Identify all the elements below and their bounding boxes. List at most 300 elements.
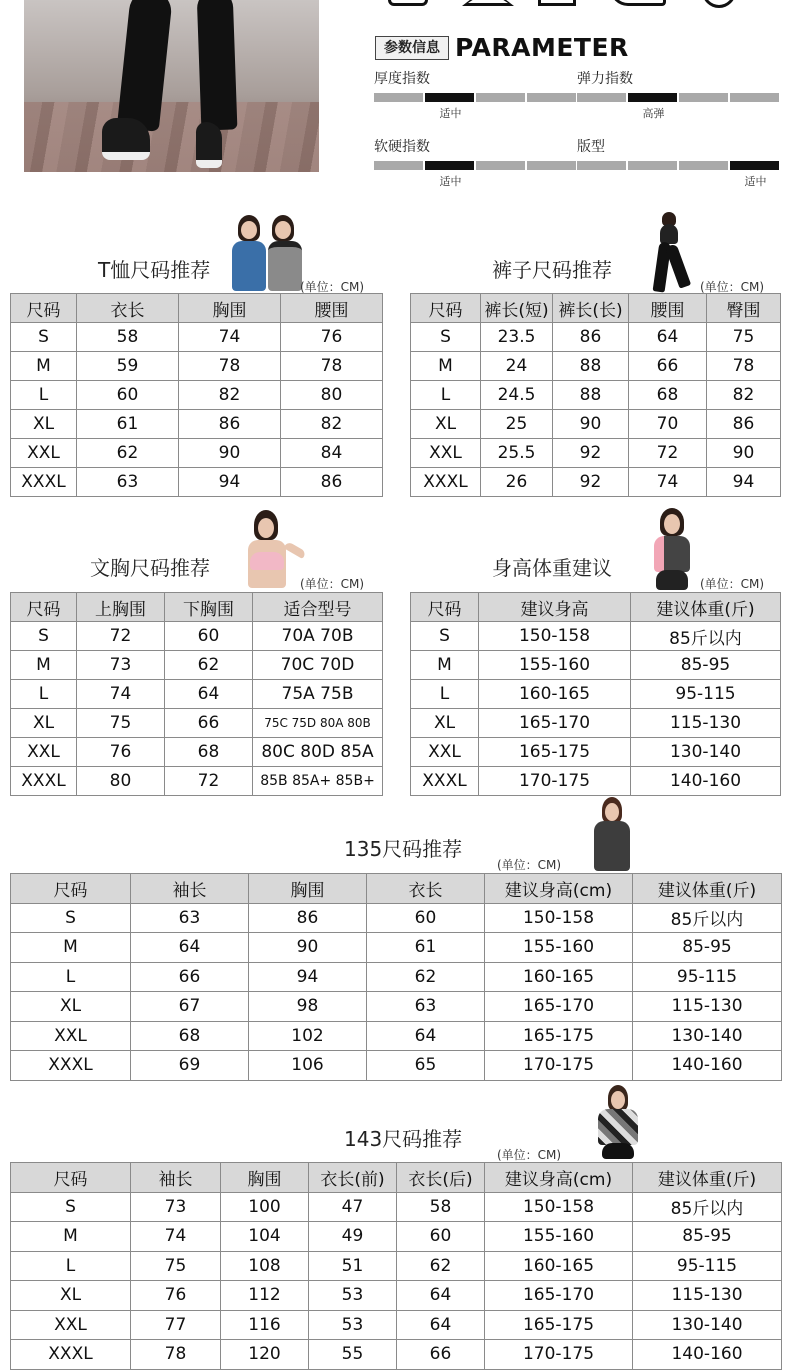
size-cell: M <box>11 933 131 963</box>
table-cell: 165-170 <box>485 1281 633 1311</box>
bleach-icon <box>462 0 514 6</box>
size-143-table <box>10 1162 782 1370</box>
size-cell: S <box>11 903 131 933</box>
pants-model-image <box>648 212 694 294</box>
table-cell: 25 <box>481 410 553 439</box>
table-cell: 62 <box>165 651 253 680</box>
table-cell: 77 <box>131 1310 221 1340</box>
table-cell: 76 <box>281 323 383 352</box>
table-cell: 82 <box>707 381 781 410</box>
table-row <box>411 738 781 767</box>
table-cell: 63 <box>77 468 179 497</box>
table-cell: 115-130 <box>631 709 781 738</box>
table-header-row <box>11 294 383 323</box>
table-header-cell: 尺码 <box>411 593 479 622</box>
table-cell: 66 <box>165 709 253 738</box>
table-cell: 62 <box>367 962 485 992</box>
size-cell: XL <box>11 410 77 439</box>
table-cell: 85斤以内 <box>631 622 781 651</box>
table-cell: 60 <box>367 903 485 933</box>
table-cell: 85B 85A+ 85B+ <box>253 767 383 796</box>
table-row <box>11 1192 782 1222</box>
param-bar <box>374 161 576 170</box>
table-cell: 170-175 <box>479 767 631 796</box>
table-row <box>11 1340 782 1370</box>
table-cell: 84 <box>281 439 383 468</box>
table-cell: 106 <box>249 1051 367 1081</box>
table-cell: 63 <box>367 992 485 1022</box>
table-row <box>411 622 781 651</box>
table-header-row <box>11 874 782 904</box>
table-cell: 61 <box>77 410 179 439</box>
table-row <box>11 323 383 352</box>
table-cell: 73 <box>77 651 165 680</box>
table-row <box>11 709 383 738</box>
table-cell: 104 <box>221 1222 309 1252</box>
table-cell: 160-165 <box>485 1251 633 1281</box>
table-header-cell: 建议身高(cm) <box>485 874 633 904</box>
param-bar <box>374 93 576 102</box>
table-cell: 55 <box>309 1340 397 1370</box>
model-135-image <box>592 797 632 873</box>
param-segment <box>730 93 779 102</box>
size-cell: XL <box>411 709 479 738</box>
size-cell: L <box>11 381 77 410</box>
table-header-cell: 适合型号 <box>253 593 383 622</box>
table-cell: 155-160 <box>485 933 633 963</box>
size-135-table <box>10 873 782 1081</box>
size-cell: XXL <box>11 1021 131 1051</box>
param-segment <box>527 161 576 170</box>
table-cell: 98 <box>249 992 367 1022</box>
size-cell: S <box>411 323 481 352</box>
tshirt-title: T恤尺码推荐 <box>98 258 211 282</box>
size-cell: XXL <box>411 439 481 468</box>
table-cell: 67 <box>131 992 249 1022</box>
param-segment <box>374 93 423 102</box>
table-row <box>11 992 782 1022</box>
iron-icon <box>610 0 666 6</box>
parameter-title: PARAMETER <box>455 33 629 62</box>
table-cell: 115-130 <box>633 1281 782 1311</box>
table-cell: 66 <box>397 1340 485 1370</box>
table-cell: 78 <box>131 1340 221 1370</box>
table-cell: 90 <box>249 933 367 963</box>
table-cell: 66 <box>629 352 707 381</box>
table-cell: 68 <box>131 1021 249 1051</box>
table-cell: 102 <box>249 1021 367 1051</box>
table-header-cell: 下胸围 <box>165 593 253 622</box>
table-cell: 58 <box>397 1192 485 1222</box>
table-row <box>11 468 383 497</box>
size-cell: S <box>11 323 77 352</box>
height-title: 身高体重建议 <box>492 556 612 580</box>
table-cell: 76 <box>77 738 165 767</box>
table-row <box>11 933 782 963</box>
param-label: 软硬指数 <box>374 139 430 155</box>
bra-unit: (单位：CM) <box>300 577 365 591</box>
table-cell: 62 <box>397 1251 485 1281</box>
param-segment <box>628 161 677 170</box>
table-cell: 86 <box>179 410 281 439</box>
param-segment <box>679 93 728 102</box>
sneaker-left <box>102 118 150 160</box>
table-row <box>11 680 383 709</box>
bra-size-table <box>10 592 383 796</box>
table-cell: 68 <box>165 738 253 767</box>
table-cell: 75 <box>707 323 781 352</box>
table-cell: 64 <box>397 1310 485 1340</box>
height-model-image <box>648 508 698 592</box>
table-cell: 26 <box>481 468 553 497</box>
table-cell: 64 <box>131 933 249 963</box>
table-cell: 165-175 <box>485 1021 633 1051</box>
table-cell: 53 <box>309 1310 397 1340</box>
table-cell: 90 <box>553 410 629 439</box>
table-row <box>411 767 781 796</box>
size-cell: L <box>411 680 479 709</box>
table-cell: 58 <box>77 323 179 352</box>
param-segment <box>425 161 474 170</box>
size-cell: XL <box>11 709 77 738</box>
table-cell: 47 <box>309 1192 397 1222</box>
table-row <box>11 410 383 439</box>
size-cell: XL <box>411 410 481 439</box>
size-cell: S <box>411 622 479 651</box>
size-cell: L <box>11 962 131 992</box>
table-cell: 86 <box>553 323 629 352</box>
table-cell: 90 <box>179 439 281 468</box>
table-cell: 165-170 <box>485 992 633 1022</box>
param-value: 适中 <box>439 107 462 120</box>
param-segment <box>476 161 525 170</box>
size-cell: XXXL <box>11 1340 131 1370</box>
size-cell: XXXL <box>411 767 479 796</box>
sneaker-right <box>196 122 222 168</box>
table-row <box>411 439 781 468</box>
table-row <box>411 323 781 352</box>
care-icons <box>388 0 758 10</box>
model-143-image <box>598 1085 638 1161</box>
table-cell: 115-130 <box>633 992 782 1022</box>
param-segment <box>577 161 626 170</box>
table-cell: 85-95 <box>633 1222 782 1252</box>
param-value: 适中 <box>439 175 462 188</box>
table-header-row <box>411 294 781 323</box>
table-row <box>11 767 383 796</box>
table-header-cell: 衣长 <box>77 294 179 323</box>
table-cell: 130-140 <box>633 1021 782 1051</box>
table-cell: 88 <box>553 381 629 410</box>
table-header-cell: 衣长 <box>367 874 485 904</box>
size-cell: XXXL <box>11 468 77 497</box>
size-cell: XXXL <box>11 1051 131 1081</box>
table-cell: 70A 70B <box>253 622 383 651</box>
parameter-tag: 参数信息 <box>375 36 449 60</box>
param-segment <box>527 93 576 102</box>
table-row <box>11 651 383 680</box>
table-cell: 140-160 <box>631 767 781 796</box>
size-cell: XXXL <box>11 767 77 796</box>
table-cell: 60 <box>397 1222 485 1252</box>
table-cell: 69 <box>131 1051 249 1081</box>
height-unit: (单位：CM) <box>700 577 765 591</box>
table-row <box>11 1281 782 1311</box>
table-header-row <box>11 593 383 622</box>
table-cell: 92 <box>553 439 629 468</box>
table-cell: 94 <box>707 468 781 497</box>
table-cell: 112 <box>221 1281 309 1311</box>
table-header-row <box>11 1163 782 1193</box>
size-cell: M <box>411 352 481 381</box>
pants-unit: (单位：CM) <box>700 280 765 294</box>
table-header-cell: 尺码 <box>11 1163 131 1193</box>
table-header-cell: 衣长(前) <box>309 1163 397 1193</box>
table-cell: 85-95 <box>633 933 782 963</box>
s135-title: 135尺码推荐 <box>344 837 463 861</box>
pants-size-table <box>410 293 781 497</box>
param-segment <box>425 93 474 102</box>
table-row <box>11 1021 782 1051</box>
table-row <box>11 1310 782 1340</box>
table-cell: 150-158 <box>479 622 631 651</box>
table-cell: 24 <box>481 352 553 381</box>
table-cell: 51 <box>309 1251 397 1281</box>
table-cell: 60 <box>165 622 253 651</box>
table-header-cell: 胸围 <box>179 294 281 323</box>
size-cell: S <box>11 622 77 651</box>
size-cell: M <box>411 651 479 680</box>
table-cell: 108 <box>221 1251 309 1281</box>
param-segment <box>577 93 626 102</box>
size-cell: XL <box>11 1281 131 1311</box>
table-header-cell: 胸围 <box>221 1163 309 1193</box>
table-cell: 74 <box>77 680 165 709</box>
table-cell: 72 <box>77 622 165 651</box>
table-header-cell: 袖长 <box>131 874 249 904</box>
param-segment <box>628 93 677 102</box>
size-cell: L <box>11 1251 131 1281</box>
table-cell: 82 <box>281 410 383 439</box>
size-cell: XXL <box>11 738 77 767</box>
wash-icon <box>388 0 428 6</box>
table-cell: 64 <box>367 1021 485 1051</box>
table-header-cell: 尺码 <box>411 294 481 323</box>
table-header-cell: 建议身高(cm) <box>485 1163 633 1193</box>
table-cell: 116 <box>221 1310 309 1340</box>
table-cell: 23.5 <box>481 323 553 352</box>
height-weight-table <box>410 592 781 796</box>
table-cell: 76 <box>131 1281 221 1311</box>
table-header-cell: 尺码 <box>11 593 77 622</box>
table-cell: 92 <box>553 468 629 497</box>
table-cell: 70C 70D <box>253 651 383 680</box>
table-cell: 86 <box>281 468 383 497</box>
s143-title: 143尺码推荐 <box>344 1127 463 1151</box>
table-header-cell: 建议体重(斤) <box>633 874 782 904</box>
bra-title: 文胸尺码推荐 <box>90 556 210 580</box>
table-cell: 120 <box>221 1340 309 1370</box>
table-cell: 63 <box>131 903 249 933</box>
table-cell: 88 <box>553 352 629 381</box>
table-cell: 80 <box>281 381 383 410</box>
table-cell: 72 <box>629 439 707 468</box>
size-cell: M <box>11 352 77 381</box>
table-cell: 95-115 <box>633 962 782 992</box>
table-cell: 25.5 <box>481 439 553 468</box>
table-cell: 94 <box>249 962 367 992</box>
table-row <box>411 410 781 439</box>
product-photo <box>24 0 319 172</box>
param-segment <box>730 161 779 170</box>
table-cell: 170-175 <box>485 1340 633 1370</box>
table-cell: 165-175 <box>485 1310 633 1340</box>
table-header-cell: 袖长 <box>131 1163 221 1193</box>
size-cell: XXL <box>11 439 77 468</box>
table-row <box>411 468 781 497</box>
table-row <box>411 651 781 680</box>
table-cell: 140-160 <box>633 1340 782 1370</box>
table-header-cell: 裤长(长) <box>553 294 629 323</box>
table-cell: 59 <box>77 352 179 381</box>
table-header-cell: 尺码 <box>11 294 77 323</box>
table-cell: 160-165 <box>485 962 633 992</box>
table-cell: 85斤以内 <box>633 1192 782 1222</box>
tshirt-models-image <box>228 213 308 293</box>
table-header-cell: 裤长(短) <box>481 294 553 323</box>
table-header-cell: 建议身高 <box>479 593 631 622</box>
table-row <box>11 1051 782 1081</box>
table-cell: 74 <box>131 1222 221 1252</box>
table-cell: 95-115 <box>631 680 781 709</box>
table-cell: 74 <box>629 468 707 497</box>
table-cell: 65 <box>367 1051 485 1081</box>
table-row <box>411 709 781 738</box>
table-row <box>11 962 782 992</box>
tshirt-unit: (单位：CM) <box>300 280 365 294</box>
table-cell: 75 <box>131 1251 221 1281</box>
floor-background <box>24 102 319 172</box>
table-cell: 85斤以内 <box>633 903 782 933</box>
table-cell: 62 <box>77 439 179 468</box>
table-cell: 165-175 <box>479 738 631 767</box>
table-cell: 72 <box>165 767 253 796</box>
table-cell: 80C 80D 85A <box>253 738 383 767</box>
size-cell: M <box>11 1222 131 1252</box>
table-cell: 64 <box>165 680 253 709</box>
table-cell: 140-160 <box>633 1051 782 1081</box>
table-cell: 64 <box>629 323 707 352</box>
param-value: 高弹 <box>642 107 665 120</box>
table-row <box>11 1222 782 1252</box>
table-header-cell: 建议体重(斤) <box>633 1163 782 1193</box>
table-cell: 86 <box>707 410 781 439</box>
table-cell: 64 <box>397 1281 485 1311</box>
table-cell: 150-158 <box>485 903 633 933</box>
table-cell: 80 <box>77 767 165 796</box>
table-cell: 90 <box>707 439 781 468</box>
param-label: 厚度指数 <box>374 71 430 87</box>
table-header-cell: 衣长(后) <box>397 1163 485 1193</box>
table-cell: 70 <box>629 410 707 439</box>
model-leg-right <box>197 0 238 131</box>
table-cell: 75C 75D 80A 80B <box>253 709 383 738</box>
size-cell: XXXL <box>411 468 481 497</box>
table-row <box>11 903 782 933</box>
table-cell: 66 <box>131 962 249 992</box>
param-label: 弹力指数 <box>577 71 633 87</box>
table-header-cell: 建议体重(斤) <box>631 593 781 622</box>
param-bar <box>577 161 779 170</box>
dryclean-icon <box>702 0 736 8</box>
table-row <box>11 738 383 767</box>
param-segment <box>476 93 525 102</box>
table-cell: 130-140 <box>631 738 781 767</box>
table-cell: 85-95 <box>631 651 781 680</box>
table-cell: 170-175 <box>485 1051 633 1081</box>
table-cell: 78 <box>707 352 781 381</box>
table-header-cell: 上胸围 <box>77 593 165 622</box>
param-segment <box>374 161 423 170</box>
table-row <box>11 381 383 410</box>
table-cell: 86 <box>249 903 367 933</box>
table-cell: 75A 75B <box>253 680 383 709</box>
table-cell: 95-115 <box>633 1251 782 1281</box>
table-cell: 68 <box>629 381 707 410</box>
table-cell: 78 <box>281 352 383 381</box>
tshirt-size-table <box>10 293 383 497</box>
table-header-cell: 腰围 <box>629 294 707 323</box>
table-header-row <box>411 593 781 622</box>
size-cell: XXL <box>11 1310 131 1340</box>
size-cell: M <box>11 651 77 680</box>
table-row <box>411 381 781 410</box>
table-header-cell: 腰围 <box>281 294 383 323</box>
table-cell: 75 <box>77 709 165 738</box>
table-cell: 74 <box>179 323 281 352</box>
table-cell: 73 <box>131 1192 221 1222</box>
pants-title: 裤子尺码推荐 <box>492 258 612 282</box>
table-header-cell: 尺码 <box>11 874 131 904</box>
size-cell: L <box>411 381 481 410</box>
table-row <box>11 1251 782 1281</box>
table-cell: 160-165 <box>479 680 631 709</box>
table-row <box>411 680 781 709</box>
table-cell: 165-170 <box>479 709 631 738</box>
dry-icon <box>538 0 576 6</box>
size-cell: L <box>11 680 77 709</box>
table-cell: 155-160 <box>485 1222 633 1252</box>
size-cell: S <box>11 1192 131 1222</box>
size-cell: XXL <box>411 738 479 767</box>
table-cell: 49 <box>309 1222 397 1252</box>
table-cell: 94 <box>179 468 281 497</box>
param-segment <box>679 161 728 170</box>
table-cell: 155-160 <box>479 651 631 680</box>
table-cell: 61 <box>367 933 485 963</box>
table-header-cell: 胸围 <box>249 874 367 904</box>
table-cell: 82 <box>179 381 281 410</box>
table-cell: 100 <box>221 1192 309 1222</box>
table-cell: 53 <box>309 1281 397 1311</box>
size-cell: XL <box>11 992 131 1022</box>
param-label: 版型 <box>577 139 605 155</box>
table-row <box>11 352 383 381</box>
s143-unit: (单位：CM) <box>497 1148 562 1162</box>
table-row <box>11 622 383 651</box>
param-bar <box>577 93 779 102</box>
table-row <box>11 439 383 468</box>
